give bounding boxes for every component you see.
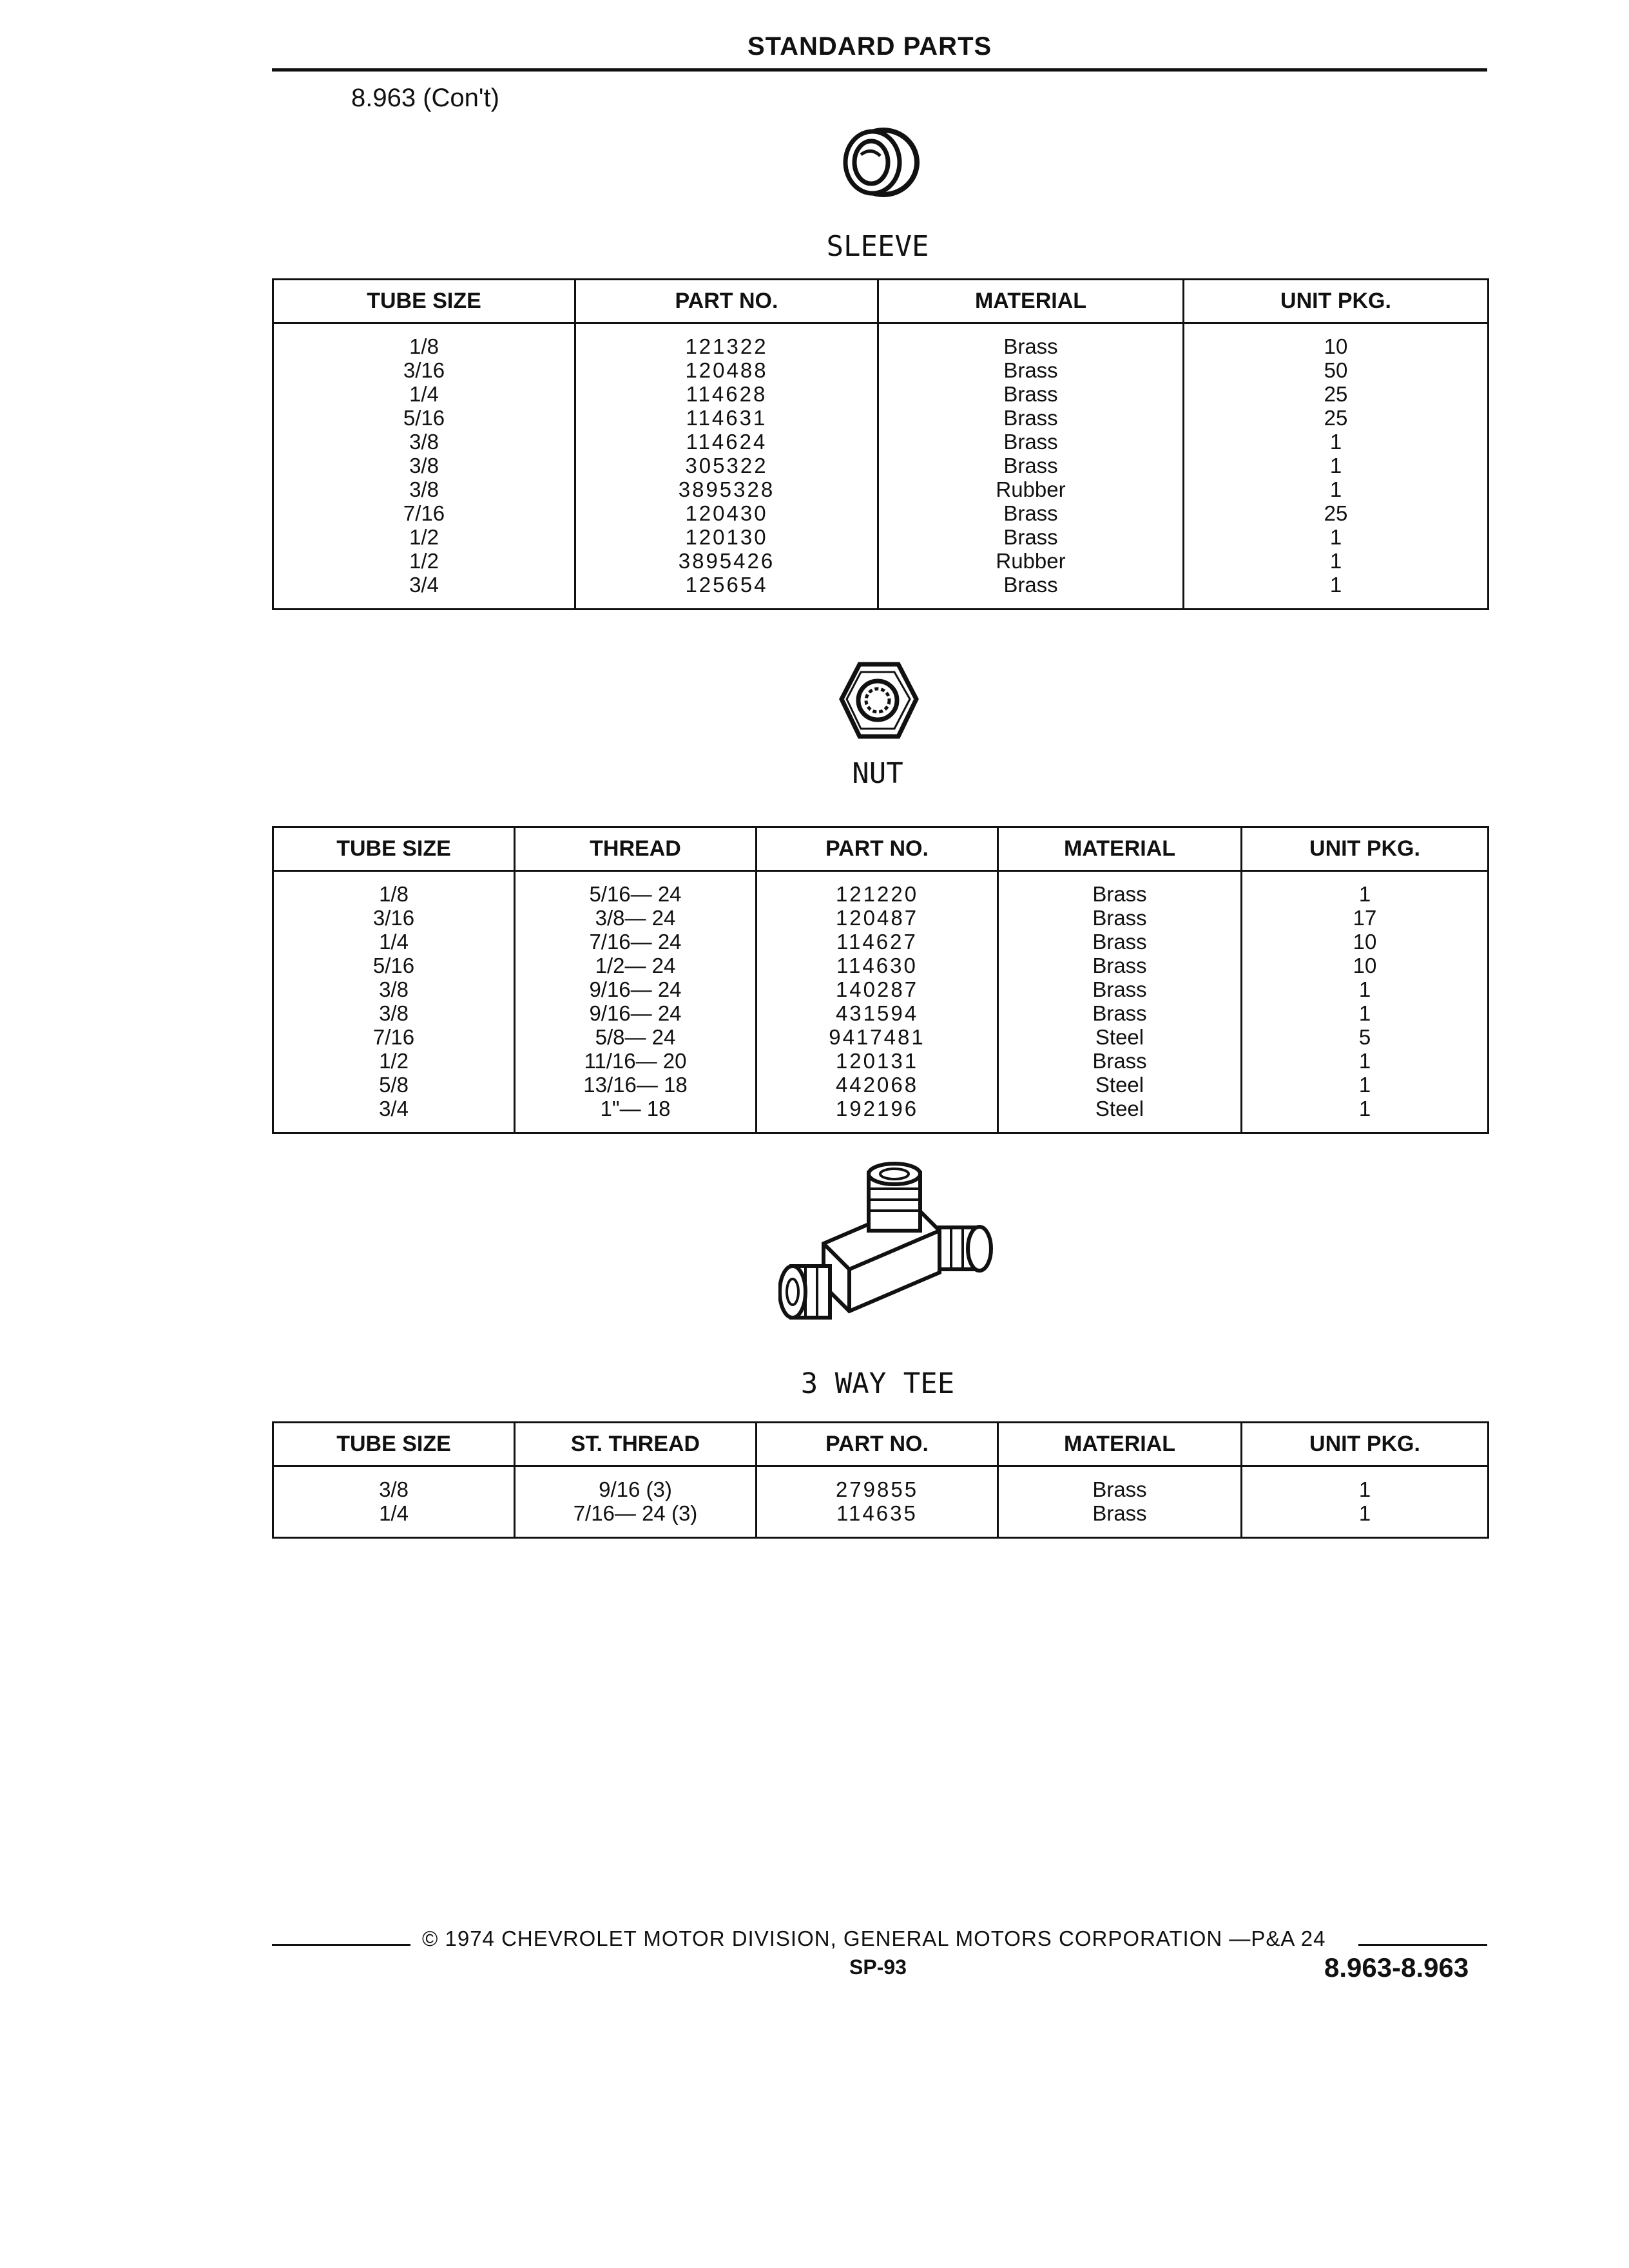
column-header: UNIT PKG. — [1242, 1423, 1489, 1466]
material-cell: Brass — [998, 1466, 1242, 1502]
part-number-cell: 114631 — [575, 406, 878, 430]
tube-size-cell: 3/8 — [273, 1001, 515, 1025]
table-row — [273, 906, 1489, 930]
tube-size-cell: 5/16 — [273, 406, 575, 430]
tube-size-cell: 3/8 — [273, 477, 575, 501]
sleeve-table — [272, 278, 1489, 610]
material-cell: Rubber — [878, 477, 1184, 501]
thread-cell: 7/16— 24 (3) — [515, 1501, 757, 1538]
part-number-cell: 114635 — [757, 1501, 998, 1538]
tube-size-cell: 3/8 — [273, 977, 515, 1001]
tube-size-cell: 7/16 — [273, 1025, 515, 1049]
section-reference: 8.963 (Con't) — [351, 84, 499, 112]
material-cell: Brass — [878, 382, 1184, 406]
unit-pkg-cell: 25 — [1184, 382, 1489, 406]
part-number-cell: 120131 — [757, 1049, 998, 1073]
column-header: UNIT PKG. — [1242, 827, 1489, 871]
material-cell: Brass — [878, 501, 1184, 525]
tube-size-cell: 1/8 — [273, 871, 515, 907]
part-number-cell: 120130 — [575, 525, 878, 549]
thread-cell: 9/16— 24 — [515, 1001, 757, 1025]
unit-pkg-cell: 10 — [1242, 930, 1489, 954]
table-row — [273, 323, 1489, 359]
table-row — [273, 549, 1489, 573]
table-row — [273, 1073, 1489, 1097]
tee-fitting-icon — [778, 1160, 998, 1353]
unit-pkg-cell: 1 — [1184, 477, 1489, 501]
unit-pkg-cell: 1 — [1242, 1001, 1489, 1025]
material-cell: Brass — [998, 871, 1242, 907]
material-cell: Brass — [998, 1001, 1242, 1025]
material-cell: Steel — [998, 1097, 1242, 1133]
tube-size-cell: 7/16 — [273, 501, 575, 525]
material-cell: Brass — [878, 430, 1184, 454]
tube-size-cell: 1/2 — [273, 549, 575, 573]
unit-pkg-cell: 1 — [1242, 1466, 1489, 1502]
table-row — [273, 573, 1489, 610]
part-number-cell: 114628 — [575, 382, 878, 406]
material-cell: Brass — [878, 323, 1184, 359]
unit-pkg-cell: 50 — [1184, 358, 1489, 382]
part-number-cell: 121322 — [575, 323, 878, 359]
table-row — [273, 1097, 1489, 1133]
tube-size-cell: 1/4 — [273, 930, 515, 954]
footer-rule-left — [272, 1944, 410, 1946]
part-number-cell: 3895426 — [575, 549, 878, 573]
unit-pkg-cell: 5 — [1242, 1025, 1489, 1049]
table-row — [273, 1466, 1489, 1502]
sleeve-icon — [835, 121, 923, 204]
column-header: PART NO. — [757, 1423, 998, 1466]
nut-caption: NUT — [852, 757, 903, 790]
section-id: 8.963-8.963 — [1324, 1952, 1469, 1983]
column-header: UNIT PKG. — [1184, 280, 1489, 323]
thread-cell: 5/16— 24 — [515, 871, 757, 907]
tube-size-cell: 3/4 — [273, 573, 575, 610]
unit-pkg-cell: 1 — [1242, 1097, 1489, 1133]
unit-pkg-cell: 1 — [1242, 1501, 1489, 1538]
table-row — [273, 477, 1489, 501]
part-number-cell: 442068 — [757, 1073, 998, 1097]
column-header: THREAD — [515, 827, 757, 871]
tube-size-cell: 3/16 — [273, 906, 515, 930]
column-header: TUBE SIZE — [273, 1423, 515, 1466]
part-number-cell: 120487 — [757, 906, 998, 930]
thread-cell: 1"— 18 — [515, 1097, 757, 1133]
table-row — [273, 1025, 1489, 1049]
unit-pkg-cell: 10 — [1242, 954, 1489, 977]
footer-rule-right — [1358, 1944, 1487, 1946]
table-row — [273, 1501, 1489, 1538]
table-row — [273, 406, 1489, 430]
part-number-cell: 120488 — [575, 358, 878, 382]
material-cell: Brass — [878, 358, 1184, 382]
unit-pkg-cell: 25 — [1184, 501, 1489, 525]
table-row — [273, 977, 1489, 1001]
part-number-cell: 114624 — [575, 430, 878, 454]
tube-size-cell: 3/8 — [273, 1466, 515, 1502]
column-header: PART NO. — [575, 280, 878, 323]
material-cell: Brass — [998, 906, 1242, 930]
unit-pkg-cell: 1 — [1242, 1049, 1489, 1073]
tube-size-cell: 1/4 — [273, 1501, 515, 1538]
material-cell: Brass — [998, 1049, 1242, 1073]
table-row — [273, 930, 1489, 954]
nut-icon — [835, 660, 920, 742]
column-header: TUBE SIZE — [273, 827, 515, 871]
thread-cell: 9/16— 24 — [515, 977, 757, 1001]
unit-pkg-cell: 1 — [1184, 549, 1489, 573]
page-title: STANDARD PARTS — [747, 32, 992, 61]
table-row — [273, 1001, 1489, 1025]
part-number-cell: 305322 — [575, 454, 878, 477]
tube-size-cell: 1/4 — [273, 382, 575, 406]
part-number-cell: 125654 — [575, 573, 878, 610]
tube-size-cell: 1/2 — [273, 525, 575, 549]
part-number-cell: 140287 — [757, 977, 998, 1001]
material-cell: Steel — [998, 1073, 1242, 1097]
header-rule — [272, 68, 1487, 72]
part-number-cell: 121220 — [757, 871, 998, 907]
column-header: MATERIAL — [998, 1423, 1242, 1466]
table-row — [273, 525, 1489, 549]
part-number-cell: 120430 — [575, 501, 878, 525]
thread-cell: 5/8— 24 — [515, 1025, 757, 1049]
tube-size-cell: 5/16 — [273, 954, 515, 977]
tube-size-cell: 3/16 — [273, 358, 575, 382]
column-header: MATERIAL — [998, 827, 1242, 871]
unit-pkg-cell: 1 — [1242, 977, 1489, 1001]
unit-pkg-cell: 25 — [1184, 406, 1489, 430]
column-header: MATERIAL — [878, 280, 1184, 323]
unit-pkg-cell: 10 — [1184, 323, 1489, 359]
part-number-cell: 279855 — [757, 1466, 998, 1502]
unit-pkg-cell: 1 — [1184, 573, 1489, 610]
column-header: TUBE SIZE — [273, 280, 575, 323]
unit-pkg-cell: 1 — [1184, 525, 1489, 549]
tube-size-cell: 5/8 — [273, 1073, 515, 1097]
unit-pkg-cell: 1 — [1242, 871, 1489, 907]
tube-size-cell: 1/8 — [273, 323, 575, 359]
copyright-notice: © 1974 CHEVROLET MOTOR DIVISION, GENERAL MOTORS CORPORATION —P&A 24 — [422, 1927, 1326, 1950]
material-cell: Brass — [878, 454, 1184, 477]
column-header: ST. THREAD — [515, 1423, 757, 1466]
unit-pkg-cell: 1 — [1184, 430, 1489, 454]
material-cell: Brass — [998, 954, 1242, 977]
table-row — [273, 358, 1489, 382]
tube-size-cell: 3/8 — [273, 430, 575, 454]
thread-cell: 13/16— 18 — [515, 1073, 757, 1097]
part-number-cell: 114627 — [757, 930, 998, 954]
material-cell: Brass — [998, 977, 1242, 1001]
material-cell: Steel — [998, 1025, 1242, 1049]
tube-size-cell: 3/8 — [273, 454, 575, 477]
material-cell: Brass — [998, 930, 1242, 954]
thread-cell: 9/16 (3) — [515, 1466, 757, 1502]
unit-pkg-cell: 1 — [1242, 1073, 1489, 1097]
thread-cell: 11/16— 20 — [515, 1049, 757, 1073]
table-row — [273, 501, 1489, 525]
thread-cell: 3/8— 24 — [515, 906, 757, 930]
part-number-cell: 9417481 — [757, 1025, 998, 1049]
material-cell: Brass — [878, 573, 1184, 610]
tee-caption: 3 WAY TEE — [800, 1367, 955, 1400]
part-number-cell: 431594 — [757, 1001, 998, 1025]
unit-pkg-cell: 17 — [1242, 906, 1489, 930]
table-row — [273, 871, 1489, 907]
nut-table — [272, 826, 1489, 1134]
part-number-cell: 3895328 — [575, 477, 878, 501]
thread-cell: 7/16— 24 — [515, 930, 757, 954]
thread-cell: 1/2— 24 — [515, 954, 757, 977]
table-row — [273, 430, 1489, 454]
table-row — [273, 454, 1489, 477]
sleeve-caption: SLEEVE — [826, 230, 929, 263]
tube-size-cell: 3/4 — [273, 1097, 515, 1133]
unit-pkg-cell: 1 — [1184, 454, 1489, 477]
table-row — [273, 954, 1489, 977]
material-cell: Rubber — [878, 549, 1184, 573]
page-number: SP-93 — [849, 1956, 907, 1979]
part-number-cell: 114630 — [757, 954, 998, 977]
tube-size-cell: 1/2 — [273, 1049, 515, 1073]
column-header: PART NO. — [757, 827, 998, 871]
part-number-cell: 192196 — [757, 1097, 998, 1133]
material-cell: Brass — [878, 525, 1184, 549]
table-row — [273, 1049, 1489, 1073]
table-row — [273, 382, 1489, 406]
material-cell: Brass — [998, 1501, 1242, 1538]
tee-table — [272, 1421, 1489, 1539]
material-cell: Brass — [878, 406, 1184, 430]
